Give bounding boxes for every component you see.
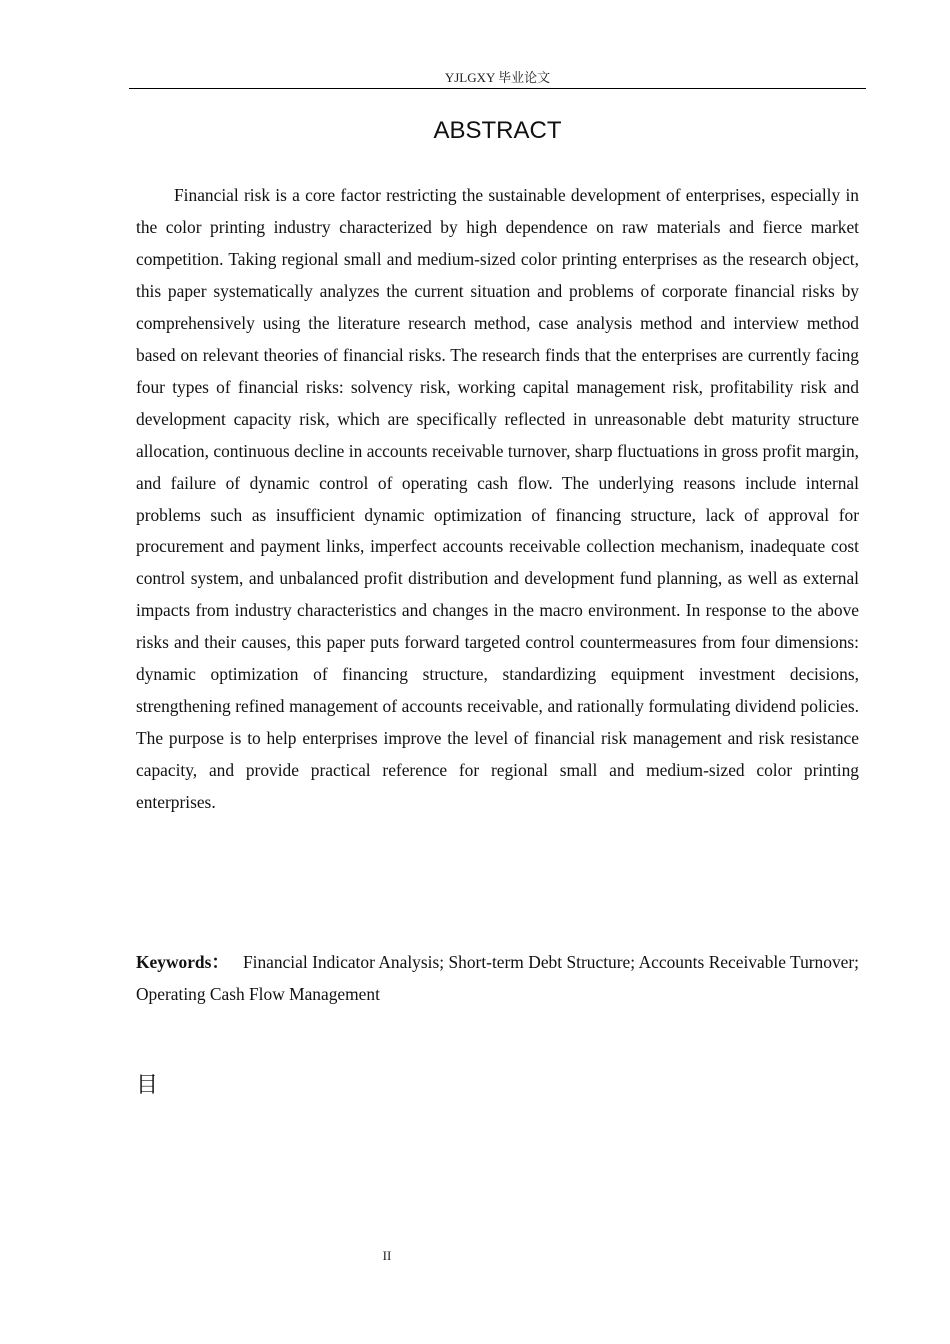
- keywords-colon: ：: [211, 952, 229, 972]
- abstract-body: Financial risk is a core factor restricting the sustainable development of enterprises, especially in the color printing industry characterized by high dependence on raw materials and fierce market competition. Taking regional small and medium-sized color printing enterprises as the research object, this paper systematically analyzes the current situation and problems of corporate financial risks by comprehensively using the literature research method, case analysis method and interview method based on relevant theories of financial risks. The research finds that the enterprises are currently facing four types of financial risks: solvency risk, working capital management risk, profitability risk and development capacity risk, which are specifically reflected in unreasonable debt maturity structure allocation, continuous decline in accounts receivable turnover, sharp fluctuations in gross profit margin, and failure of dynamic control of operating cash flow. The underlying reasons include internal problems such as insufficient dynamic optimization of financing structure, lack of approval for procurement and payment links, imperfect accounts receivable collection mechanism, inadequate cost control system, and unbalanced profit distribution and development fund planning, as well as external impacts from industry characteristics and changes in the macro environment. In response to the above risks and their causes, this paper puts forward targeted control countermeasures from four dimensions: dynamic optimization of financing structure, standardizing equipment investment decisions, strengthening refined management of accounts receivable, and rationally formulating dividend policies. The purpose is to help enterprises improve the level of financial risk management and risk resistance capacity, and provide practical reference for regional small and medium-sized color printing enterprises.: [136, 185, 859, 813]
- keywords-text: Financial Indicator Analysis; Short-term Debt Structure; Accounts Receivable Turnover; Operating Cash Flow Management: [136, 952, 859, 1004]
- abstract-title: ABSTRACT: [433, 117, 562, 144]
- page-header: YJLGXY 毕业论文: [444, 70, 551, 85]
- header-rule: [129, 88, 866, 89]
- page-number: II: [382, 1248, 392, 1263]
- keywords-paragraph: [136, 946, 859, 1010]
- toc-heading: 目: [136, 1073, 159, 1098]
- keywords-label: Keywords: [136, 952, 212, 972]
